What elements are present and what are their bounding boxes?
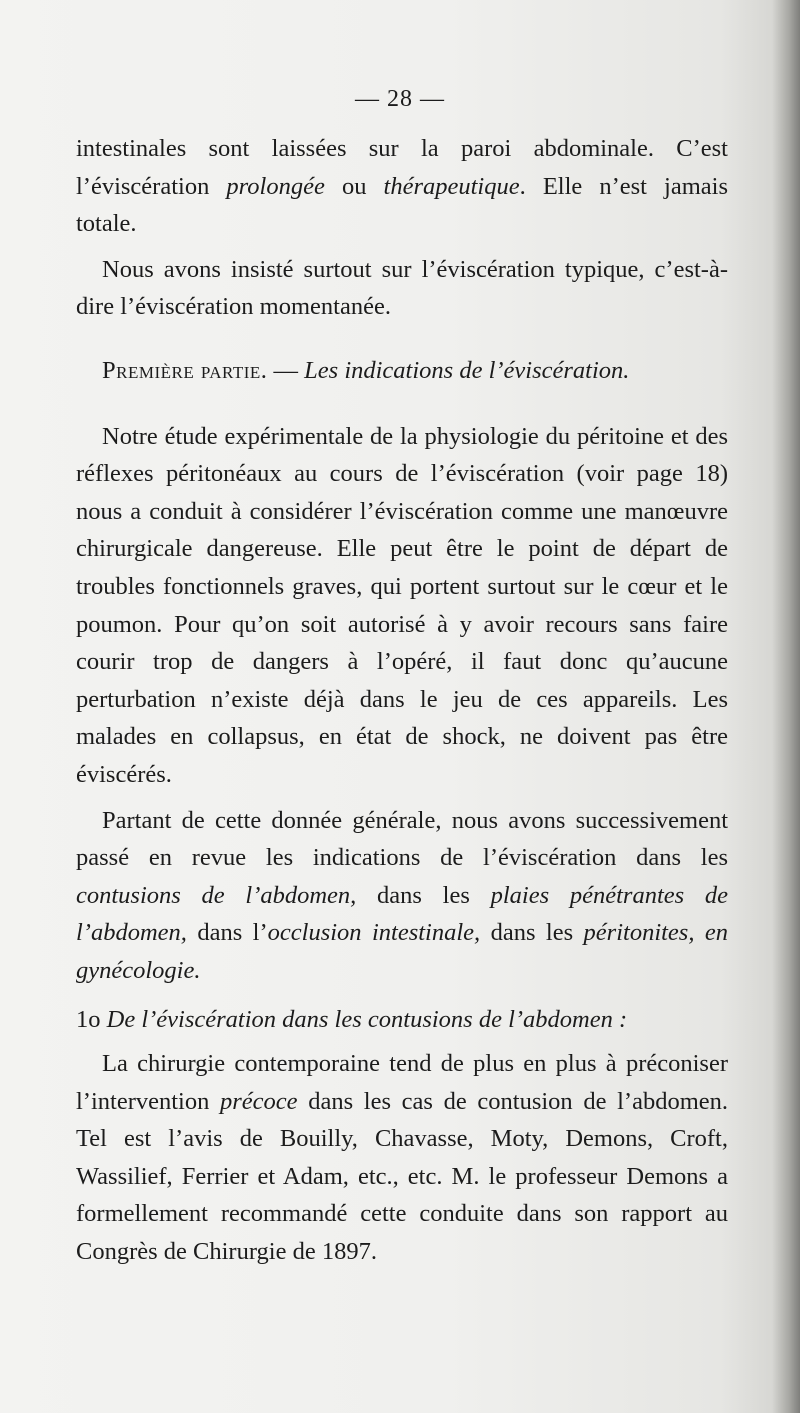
page-body <box>76 130 728 1271</box>
text-span: dans les <box>356 881 491 909</box>
text-span: intestinales sont laissées sur la paroi abdominale. C’est l’éviscération <box>76 135 728 200</box>
page-edge-shadow <box>772 0 800 1413</box>
paragraph-3: Notre étude expérimentale de la physiologie du péritoine et des réflexes péritonéaux au cours de l’éviscération (voir page 18) nous a conduit à considérer l’éviscération comme une manœuvre chirurgicale dangereuse. Elle peut être le point de départ de troubles fonctionnels graves, qui portent surtout sur le cœur et le poumon. Pour qu’on soit autorisé à y avoir recours sans faire courir trop de dangers à l’opéré, il faut donc qu’aucune perturbation n’existe déjà dans le jeu de ces appareils. Les malades en collapsus, en état de shock, ne doivent pas être éviscérés. <box>76 422 728 788</box>
text-span: ou <box>324 172 384 200</box>
section-title: Les indications de l’éviscération. <box>304 356 630 384</box>
page-number: — 28 — <box>355 86 445 112</box>
italic-span: précoce <box>220 1087 298 1115</box>
italic-span: occlusion intestinale, <box>267 919 481 947</box>
text-span: . Elle n’est jamais totale. <box>76 172 729 238</box>
paragraph-4 <box>76 802 728 990</box>
subsection-heading <box>76 1001 728 1039</box>
text-span: Partant de cette donnée générale, nous avons successivement passé en revue les indications de l’éviscération dans les <box>76 806 728 872</box>
italic-span: thérapeutique <box>383 172 520 200</box>
subsection-title: De l’éviscération dans les contusions de l’abdomen : <box>106 1006 628 1034</box>
paragraph-2: Nous avons insisté surtout sur l’éviscération typique, c’est-à-dire l’éviscération momentanée. <box>76 255 728 321</box>
text-span: dans les <box>480 919 584 947</box>
paragraph-5 <box>76 1045 728 1271</box>
text-span: dans l’ <box>186 919 268 947</box>
italic-span: péritonites, en gynécologie. <box>76 919 729 984</box>
section-heading <box>76 352 728 390</box>
italic-span: prolongée <box>226 172 325 200</box>
text-span: dans les cas de contusion de l’abdomen. Tel est l’avis de Bouilly, Chavasse, Moty, Demons, Croft, Wassilief, Ferrier et Adam, etc., etc. M. le professeur Demons a formellement recommandé cette conduite dans son rapport au Congrès de Chirurgie de 1897. <box>76 1087 728 1266</box>
italic-span: contusions de l’abdomen, <box>76 881 357 909</box>
text-span: La chirurgie contemporaine tend de plus en plus à préconiser l’intervention <box>76 1050 728 1115</box>
italic-span: plaies pénétrantes de l’abdomen, <box>76 881 729 947</box>
subsection-number: 1o <box>76 1006 101 1034</box>
paragraph-1 <box>76 130 728 243</box>
section-dash: — <box>267 356 305 384</box>
section-label: Première partie. <box>102 356 268 384</box>
